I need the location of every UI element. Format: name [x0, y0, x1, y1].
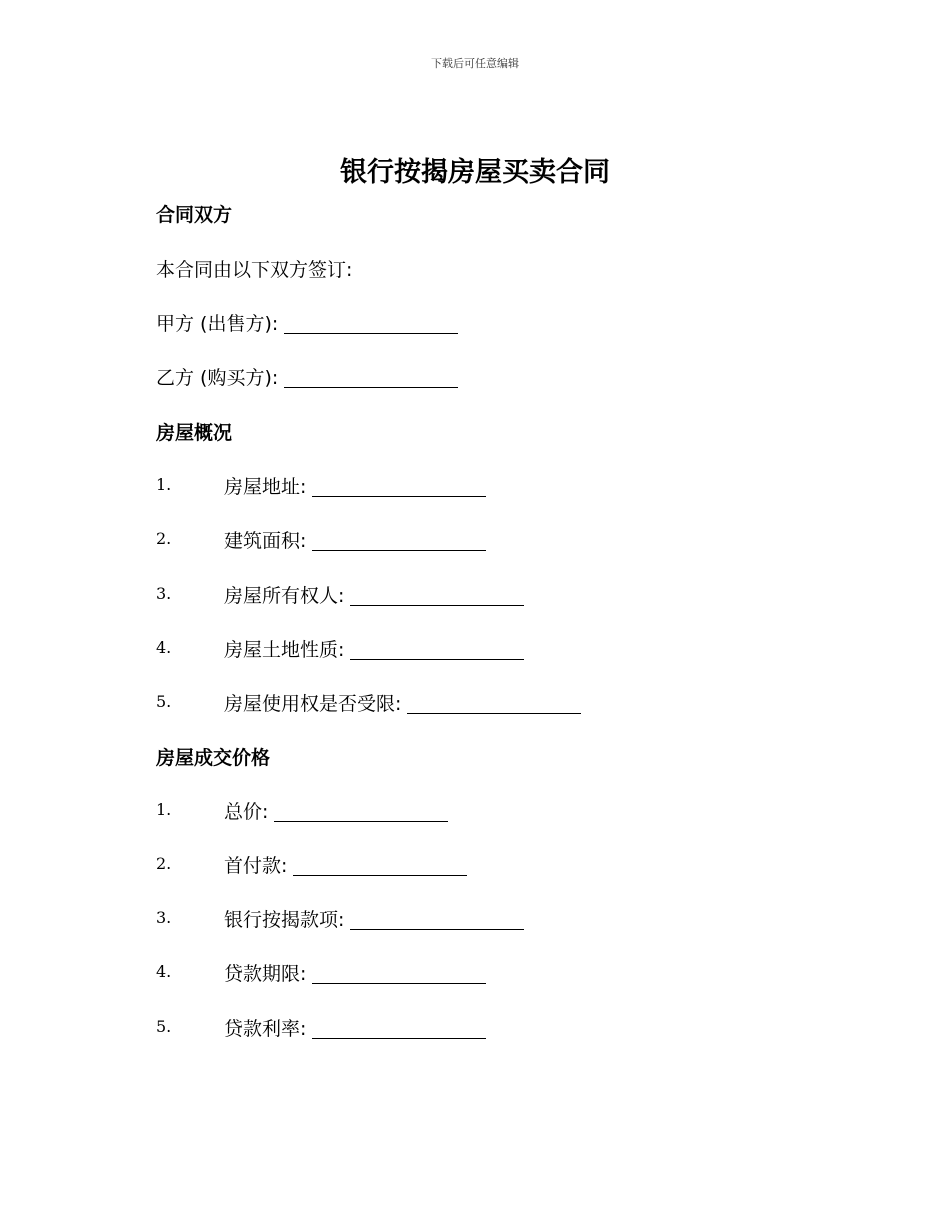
- list-item: [224, 526, 486, 553]
- fill-blank: [312, 982, 486, 984]
- list-number: 4.: [156, 638, 172, 657]
- fill-blank: [274, 820, 448, 822]
- list-item-label: 贷款利率:: [224, 1018, 307, 1040]
- list-number: 2.: [156, 854, 172, 873]
- fill-blank: [350, 604, 524, 606]
- list-item: [224, 689, 581, 716]
- list-item-label: 房屋所有权人:: [224, 585, 345, 607]
- party-a-line: [156, 309, 458, 336]
- fill-blank: [350, 928, 524, 930]
- list-item: [224, 797, 448, 824]
- fill-blank: [312, 495, 486, 497]
- list-item: [224, 581, 524, 608]
- section-heading-parties: 合同双方: [156, 204, 233, 226]
- fill-blank: [312, 1037, 486, 1039]
- fill-blank: [293, 874, 467, 876]
- fill-blank: [350, 658, 524, 660]
- list-number: 3.: [156, 584, 172, 603]
- page-header: 下载后可任意编辑: [431, 57, 519, 70]
- list-item: [224, 635, 524, 662]
- list-item-label: 房屋土地性质:: [224, 639, 345, 661]
- party-b-blank: [284, 386, 458, 388]
- list-item-label: 银行按揭款项:: [224, 909, 345, 931]
- list-number: 5.: [156, 1017, 172, 1036]
- list-item: [224, 905, 524, 932]
- section-heading-property: 房屋概况: [156, 422, 233, 444]
- list-item-label: 首付款:: [224, 855, 288, 877]
- list-number: 4.: [156, 962, 172, 981]
- section-heading-price: 房屋成交价格: [156, 747, 271, 769]
- list-item-label: 房屋地址:: [224, 476, 307, 498]
- document-title: 银行按揭房屋买卖合同: [340, 157, 610, 188]
- list-item-label: 房屋使用权是否受限:: [224, 693, 402, 715]
- list-number: 2.: [156, 529, 172, 548]
- party-b-line: [156, 363, 458, 390]
- list-number: 1.: [156, 800, 172, 819]
- list-number: 5.: [156, 692, 172, 711]
- fill-blank: [312, 549, 486, 551]
- list-item-label: 贷款期限:: [224, 963, 307, 985]
- list-number: 1.: [156, 475, 172, 494]
- intro-text: 本合同由以下双方签订:: [156, 259, 353, 281]
- list-item-label: 总价:: [224, 801, 269, 823]
- list-number: 3.: [156, 908, 172, 927]
- party-a-blank: [284, 332, 458, 334]
- list-item: [224, 959, 486, 986]
- list-item: [224, 472, 486, 499]
- party-b-label: 乙方 (购买方):: [156, 367, 279, 389]
- fill-blank: [407, 712, 581, 714]
- list-item-label: 建筑面积:: [224, 530, 307, 552]
- party-a-label: 甲方 (出售方):: [156, 313, 279, 335]
- list-item: [224, 1014, 486, 1041]
- list-item: [224, 851, 467, 878]
